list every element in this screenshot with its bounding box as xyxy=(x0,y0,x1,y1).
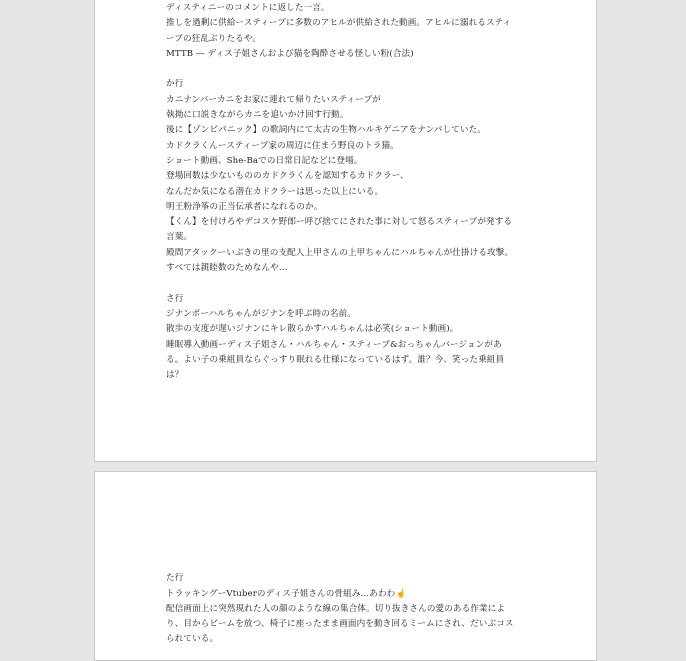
text-line: ショート動画、She-Baでの日常日記などに登場。 xyxy=(166,155,363,166)
blank-line xyxy=(166,62,526,77)
text-line: は？ xyxy=(166,370,184,381)
text-line: 後に【ゾンビパニック】の歌詞内にて太古の生物ハルキゲニアをナンパしていた。 xyxy=(166,125,486,136)
text-line: 言葉。 xyxy=(166,232,193,243)
text-line: すべては親睦数のためなんや… xyxy=(166,263,288,274)
text-line: 登場回数は少ないもののカドクラくんを認知するカドクラー、 xyxy=(166,171,409,182)
text-line: 執拗に口説きながらカニを追いかけ回す行動。 xyxy=(166,110,349,121)
document-page-2 xyxy=(94,471,597,661)
text-line: 殿間アタックーいぶきの里の支配人上甲さんの上甲ちゃんにハルちゃんが仕掛ける攻撃。 xyxy=(166,247,514,258)
text-line: る。よい子の乗組員ならぐっすり眠れる仕様になっているはず。誰？今、笑った乗組員 xyxy=(166,354,505,365)
page-2-text-body xyxy=(166,571,526,647)
text-line: さ行 xyxy=(166,293,184,304)
text-line: なんだか気になる潜在カドクラーは思った以上にいる。 xyxy=(166,186,384,197)
text-line: トラッキングーVtuberのディス子姐さんの骨組み…あわわ☝ xyxy=(166,589,407,600)
text-line: 【くん】を付けろやデコスケ野郎ー呼び捨てにされた事に対して怒るスティーブが発する xyxy=(166,217,513,228)
text-line: 散歩の支度が遅いジナンにキレ散らかすハルちゃんは必笑(ショート動画)。 xyxy=(166,324,459,335)
document-page-1 xyxy=(94,0,597,462)
text-line: MTTB ― ディス子姐さんおよび猫を陶酔させる怪しい粉(合法) xyxy=(166,48,414,59)
pointing-hand-icon: ☝ xyxy=(396,589,407,599)
text-line: 睡眠導入動画ーディス子姐さん・ハルちゃん・スティーブ&おっちゃんバージョンがあ xyxy=(166,339,502,350)
text-line: 明王粉浄筝の正当伝承者になれるのか。 xyxy=(166,201,323,212)
text-line: カニナンバーカニをお家に連れて帰りたいスティーブが xyxy=(166,94,381,105)
text-line: た行 xyxy=(166,573,184,583)
text-line: ディスティニーのコメントに返した一言。 xyxy=(166,3,330,13)
text-line: ーブの狂乱ぶりたるや。 xyxy=(166,33,262,44)
text-line: ジナンボーハルちゃんがジナンを呼ぶ時の名前。 xyxy=(166,308,356,319)
text-line: 配信画面上に突然現れた人の顔のような線の集合体。切り抜きさんの愛のある作業によ xyxy=(166,603,506,614)
text-line: か行 xyxy=(166,79,184,90)
text-line: り、目からビームを放つ、椅子に座ったまま画面内を動き回るミームにされ、だいぶコス xyxy=(166,618,514,629)
text-line: られている。 xyxy=(166,634,219,645)
text-line: 推しを過剰に供給ースティーブに多数のアヒルが供給された動画。アヒルに溺れるスティ xyxy=(166,18,512,29)
blank-line xyxy=(166,276,526,291)
page-1-text-body xyxy=(166,1,526,383)
text-line: カドクラくんースティーブ家の周辺に住まう野良のトラ猫。 xyxy=(166,140,399,151)
